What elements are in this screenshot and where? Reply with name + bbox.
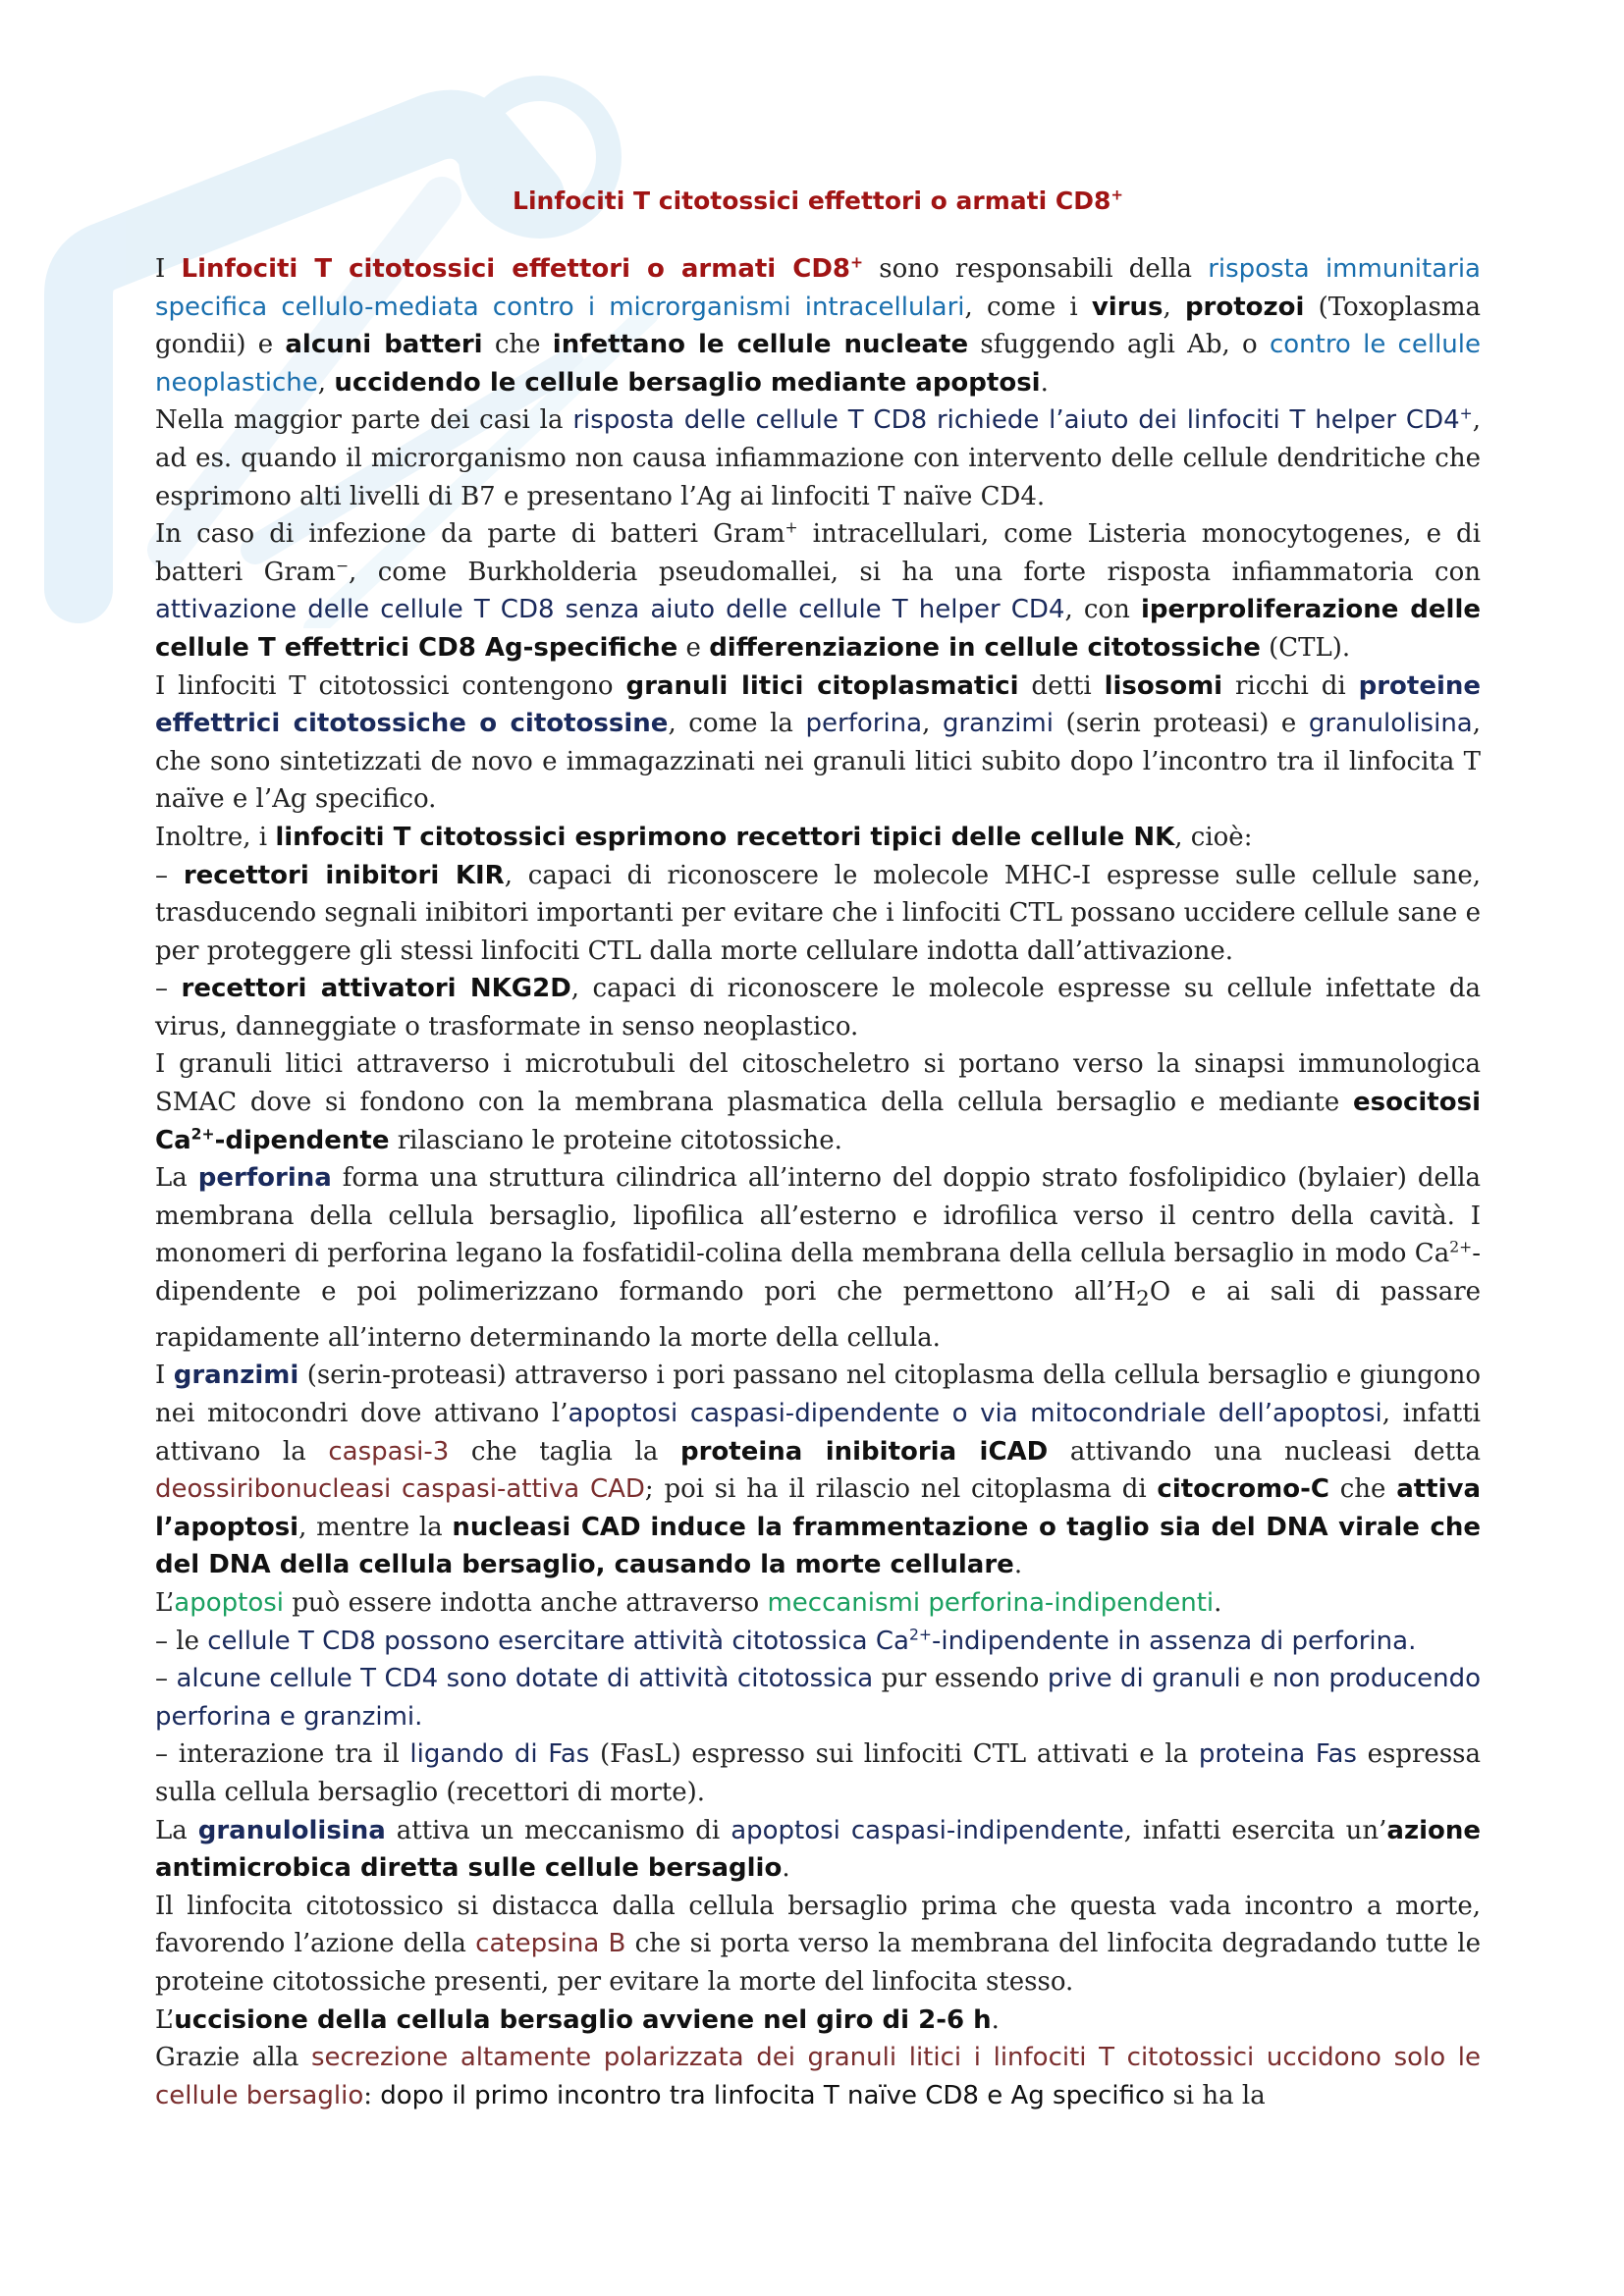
paragraph-2 [155,401,1481,515]
text-run: L’ [155,1587,175,1618]
paragraph-8 [155,1045,1481,1159]
paragraph-11 [155,1584,1481,1623]
text-run: intracellulari, come Listeria monocytogenes, e di batteri Gram [155,519,1482,587]
text-run: -dipendente [214,1125,390,1155]
text-run: proteine effettrici citotossiche o citotossine [155,670,1482,739]
text-run [641,1513,651,1542]
text-run: ligando di Fas [409,1739,590,1770]
document-content [155,187,1481,2114]
text-run: Nella maggior parte dei casi la [155,405,573,436]
text-run: , mentre la [298,1512,453,1542]
text-run: proteina inibitoria iCAD [679,1436,1049,1467]
text-run: , infatti esercita un’ [1123,1815,1387,1845]
paragraph-17 [155,2002,1481,2040]
text-run: (serin proteasi) e [1053,709,1309,739]
text-run: proteina Fas [1198,1739,1357,1770]
text-run: apoptosi [174,1587,285,1618]
text-run: alcune cellule T CD4 sono dotate di attività citotossica [176,1664,874,1694]
text-run: e [1240,1664,1273,1694]
text-run: che [482,330,553,360]
text-run: può essere indotta anche attraverso [284,1587,768,1618]
text-run: si ha la [1164,2080,1266,2110]
text-run: , come Burkholderia pseudomallei, si ha una forte risposta infiammatoria con [349,557,1481,587]
text-run: -indipendente in assenza di perforina. [931,1626,1417,1656]
document-body [155,250,1481,2114]
text-run: granzimi [173,1361,299,1391]
text-run: cellule T CD8 possono esercitare attività citotossica Ca [207,1626,909,1656]
text-run: esocitosi Ca [155,1088,1481,1155]
text-run: attivando una nucleasi detta [1048,1436,1481,1467]
text-run: , che sono sintetizzati de novo e immagazzinati nei granuli litici subito dopo l’incontro tra il linfocita T naïve e l’Ag specifico. [155,709,1481,815]
text-run: . [782,1853,790,1884]
text-run: granzimi [942,709,1054,739]
text-run: caspasi-3 [328,1436,450,1467]
text-run: uccisione della cellula bersaglio avviene nel giro di 2-6 h [174,2004,992,2035]
paragraph-3 [155,515,1481,667]
paragraph-12 [155,1623,1481,1661]
paragraph-4 [155,667,1481,819]
text-run: , [922,709,943,739]
text-run: infettano le cellule nucleate [552,330,969,360]
text-run: rilasciano le proteine citotossiche. [389,1125,842,1155]
text-run: – le [155,1626,208,1656]
text-run: . [1040,367,1049,398]
text-run: (FasL) espresso sui linfociti CTL attivati e la [589,1739,1199,1770]
text-run: − [335,557,350,575]
text-run: La [155,1815,198,1845]
paragraph-5 [155,819,1481,857]
text-run: meccanismi perforina-indipendenti [767,1587,1215,1618]
text-run: 2+ [908,1625,932,1643]
text-run: Il linfocita citotossico si distacca dalla cellula bersaglio prima che questa vada incontro a morte, favorendo l’azione della [155,1891,1481,1959]
text-run: , capaci di riconoscere le molecole espresse su cellule infettate da virus, danneggiate o trasformate in senso neoplastico. [155,974,1481,1041]
text-run: Linfociti T citotossici effettori o armati CD8 [181,254,850,284]
text-run: che si porta verso la membrana del linfocita degradando tutte le proteine citotossiche presenti, per evitare la morte del linfocita stesso. [155,1929,1481,1997]
text-run: induce la frammentazione o taglio sia del DNA virale che del DNA della cellula bersaglio, causando la morte cellulare [155,1512,1482,1580]
text-run: pur essendo [873,1664,1048,1694]
text-run: I granuli litici attraverso i microtubuli del citoscheletro si portano verso la sinapsi immunologica SMAC dove si fondono con la membrana plasmatica della cellula bersaglio e mediante [155,1049,1481,1118]
text-run: O e ai sali di passare rapidamente all’interno determinando la morte della cellula. [155,1277,1482,1353]
text-run: L’ [155,2004,175,2035]
text-run: . [991,2004,1000,2035]
text-run: , come i [964,292,1092,322]
text-run: attiva un meccanismo di [385,1815,731,1845]
text-run: ; poi si ha il rilascio nel citoplasma di [644,1474,1158,1505]
text-run: , con [1064,595,1141,625]
text-run: contro le cellule neoplastiche [155,330,1481,398]
text-run: (serin-proteasi) attraverso i pori passano nel citoplasma della cellula bersaglio e giungono nei mitocondri dove attivano l’ [155,1361,1481,1428]
text-run: i linfociti T citotossici uccidono solo le cellule bersaglio [155,2043,1482,2110]
text-run: : [363,2080,381,2110]
text-run: La [155,1163,198,1194]
text-run: I [155,1361,174,1391]
text-run: – [155,974,182,1004]
text-run: attiva l’apoptosi [155,1474,1481,1542]
text-run: Inoltre, i [155,822,276,852]
text-run: 2 [1136,1287,1150,1312]
text-run: detti [1018,670,1105,701]
text-run: . [1013,1550,1023,1580]
paragraph-6 [155,857,1481,971]
text-run: , [317,367,335,398]
title-text: Linfociti T citotossici effettori o armati CD8 [513,187,1111,215]
text-run: linfociti T citotossici esprimono recettori tipici delle cellule NK [275,822,1175,852]
text-run: recettori attivatori NKG2D [181,974,571,1004]
text-run: risposta immunitaria specifica cellulo-mediata contro i microrganismi intracellulari [155,254,1481,322]
text-run: , capaci di riconoscere le molecole MHC-I espresse sulle cellule sane, trasducendo segnali inibitori importanti per evitare che i linfociti CTL possano uccidere cellule sane e per proteggere gli stessi linfociti CTL dalla morte cellulare indotta dall’attivazione. [155,860,1481,966]
text-run: -dipendente e poi polimerizzano formando pori che permettono all’H [155,1239,1481,1308]
text-run: e [677,632,710,663]
title-superscript: + [1110,186,1123,204]
text-run [961,2043,974,2072]
text-run: (Toxoplasma gondii) e [155,292,1481,360]
paragraph-14 [155,1735,1481,1811]
text-run: perforina [197,1163,332,1194]
text-run: granuli litici citoplasmatici [625,670,1019,701]
paragraph-18 [155,2039,1481,2114]
text-run: espressa sulla cellula bersaglio (recettori di morte). [155,1739,1482,1807]
text-run: iperproliferazione delle cellule T effettrici CD8 Ag-specifiche [155,595,1481,663]
document-title [155,187,1481,215]
text-run: prive di granuli [1047,1664,1241,1694]
text-run: virus [1091,292,1164,322]
text-run: uccidendo le cellule bersaglio mediante apoptosi [334,367,1041,398]
paragraph-13 [155,1660,1481,1735]
text-run: apoptosi caspasi-dipendente o via mitocondriale dell’apoptosi [568,1399,1382,1428]
text-run: alcuni batteri [285,330,483,360]
text-run: nucleasi CAD [452,1512,641,1542]
text-run: In caso di infezione da parte di batteri Gram [155,519,785,550]
paragraph-16 [155,1888,1481,2002]
paragraph-15 [155,1812,1481,1888]
text-run: I linfociti T citotossici contengono [155,670,626,701]
paragraph-10 [155,1357,1481,1584]
text-run: – [155,1664,177,1694]
text-run: dopo il primo incontro tra linfocita T naïve CD8 e Ag specifico [380,2080,1165,2110]
text-run: , ad es. quando il microrganismo non causa infiammazione con intervento delle cellule dendritiche che esprimono alti livelli di B7 e presentano l’Ag ai linfociti T naïve CD4. [155,405,1481,511]
text-run: azione antimicrobica diretta sulle cellule bersaglio [155,1815,1482,1884]
text-run: differenziazione in cellule citotossiche [709,632,1261,663]
text-run: non producendo perforina e granzimi. [155,1664,1482,1732]
paragraph-9 [155,1159,1481,1357]
text-run: , infatti attivano la [155,1399,1481,1467]
text-run: lisosomi [1104,670,1223,701]
text-run: risposta delle cellule T CD8 richiede l’aiuto dei linfociti T helper CD4 [572,405,1460,436]
text-run: sono responsabili della [863,254,1209,284]
text-run: + [785,518,798,537]
text-run: secrezione altamente polarizzata dei granuli litici [311,2043,962,2073]
text-run: + [850,253,864,272]
text-run: apoptosi caspasi-indipendente [731,1815,1124,1845]
text-run: ricchi di [1222,670,1359,701]
text-run: che [1328,1474,1397,1505]
text-run: catepsina B [475,1929,626,1959]
text-run: perforina [805,709,923,739]
text-run: deossiribonucleasi caspasi-attiva CAD [155,1474,645,1505]
text-run: granulolisina [1308,709,1473,739]
text-run: che taglia la [449,1436,680,1467]
text-run: . [1214,1587,1222,1618]
text-run: sfuggendo agli Ab, o [968,330,1270,360]
text-run: – [155,860,184,890]
text-run: 2+ [190,1125,215,1143]
paragraph-1 [155,250,1481,401]
text-run: + [1459,404,1473,423]
text-run: (CTL). [1260,632,1351,663]
text-run: recettori inibitori KIR [183,860,505,890]
text-run: , come la [668,709,806,739]
text-run: citocromo-C [1157,1474,1329,1505]
text-run: Grazie alla [155,2043,311,2073]
text-run: , cioè: [1174,822,1253,852]
text-run: 2+ [1449,1238,1473,1256]
text-run: , [1163,292,1185,322]
text-run: I [155,254,182,284]
text-run: – interazione tra il [155,1739,410,1770]
text-run: attivazione delle cellule T CD8 senza aiuto delle cellule T helper CD4 [155,595,1065,625]
text-run: forma una struttura cilindrica all’interno del doppio strato fosfolipidico (bylaier) della membrana della cellula bersaglio, lipofilica all’esterno e idrofilica verso il centro della cavità. I monomeri di perforina legano la fosfatidil-colina della membrana della cellula bersaglio in modo Ca [155,1163,1482,1269]
paragraph-7 [155,970,1481,1045]
text-run: granulolisina [197,1815,386,1845]
text-run: protozoi [1184,292,1305,322]
